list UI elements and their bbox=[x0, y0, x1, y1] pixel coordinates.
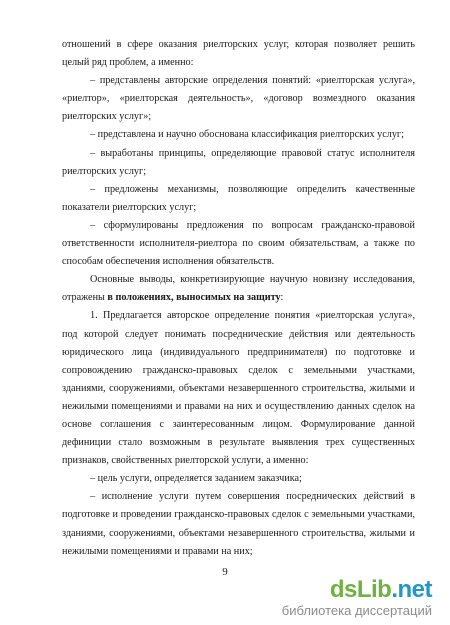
paragraph-intro: отношений в сфере оказания риелторских услуг, которая позволяет решить целый ряд проблем, а именно: bbox=[62, 39, 415, 69]
conclusions-bold-text: в положениях, выносимых на защиту bbox=[107, 292, 281, 304]
list-item-definitions: – представлены авторские определения понятий: «риелторская услуга», «риелтор», «риелторская деятельность», «договор возмездного оказания риелторских услуг»; bbox=[62, 75, 415, 123]
list-item-classification: – представлена и научно обоснована классификация риелторских услуг; bbox=[90, 129, 404, 141]
paragraph-conclusions bbox=[62, 271, 415, 307]
watermark-logo bbox=[282, 578, 432, 602]
paragraph-thesis-1: 1. Предлагается авторское определение понятия «риелторская услуга», под которой следует понимать посреднические действия или деятельность юридического лица (индивидуального предпринимателя) по подготовке и сопровождению гражданско-правовых сделок с земельными участками, зданиями, сооружениями, объектами незавершенного строительства, жилыми и нежилыми помещениями и правами на них и осуществлению данных сделок на основе соглашения с заинтересованным лицом. Формулирование данной дефиниции стало возможным в результате выявления трех существенных признаков, свойственных риелторской услуги, а именно: bbox=[62, 310, 415, 467]
list-item-mechanisms: – предложены механизмы, позволяющие определить качественные показатели риелторских услуг; bbox=[62, 183, 415, 213]
dslib-watermark bbox=[282, 578, 432, 617]
document-body bbox=[62, 36, 415, 561]
page-number: 9 bbox=[222, 566, 228, 578]
watermark-subtitle: библиотека диссертаций bbox=[281, 603, 432, 618]
list-item-goal: – цель услуги, определяется заданием заказчика; bbox=[90, 473, 302, 485]
watermark-logo-suffix: .net bbox=[391, 576, 432, 603]
conclusions-text: Основные выводы, конкретизирующие научную новизну исследования, отражены bbox=[62, 274, 415, 304]
conclusions-colon: : bbox=[280, 292, 284, 304]
list-item-execution: – исполнение услуги путем совершения посреднических действий в подготовке и проведении гражданско-правовых сделок с земельными участками, зданиями, сооружениями, объектами незавершенного строительства, жилыми и нежилыми помещениями и правами на них; bbox=[62, 491, 415, 557]
watermark-logo-main: dsLib bbox=[329, 576, 392, 603]
list-item-principles: – выработаны принципы, определяющие правовой статус исполнителя риелторских услуг; bbox=[62, 147, 415, 177]
list-item-liability: – сформулированы предложения по вопросам гражданско-правовой ответственности исполнителя-риелтора по своим обязательствам, а также по способам обеспечения исполнения обязательств. bbox=[62, 219, 415, 268]
